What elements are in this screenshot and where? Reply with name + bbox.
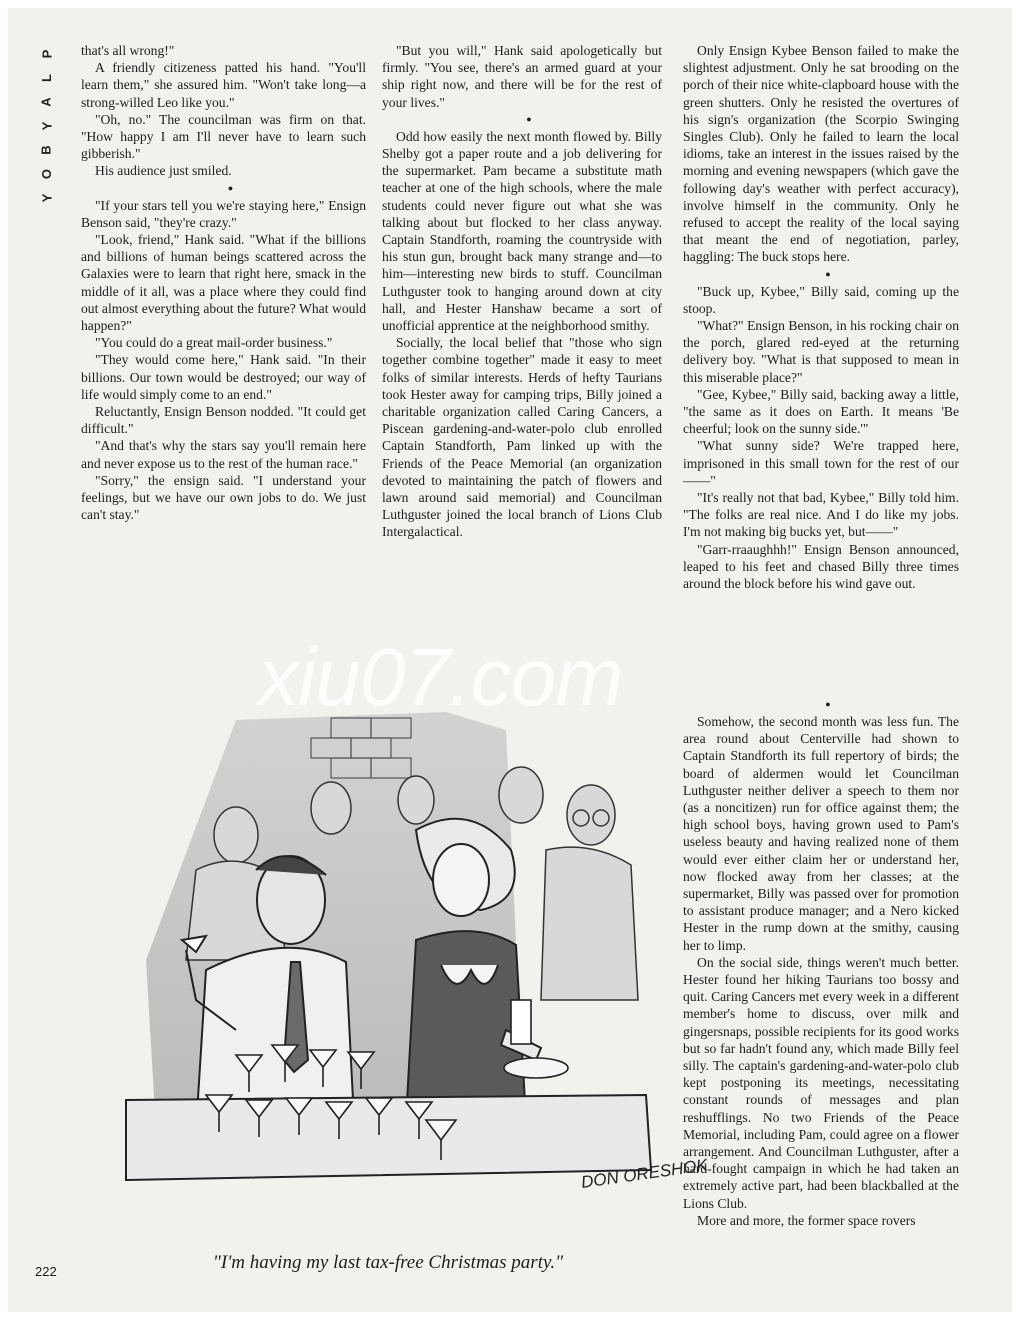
- bar-counter: [126, 1095, 651, 1180]
- paragraph: "It's really not that bad, Kybee," Billy told him. "The folks are real nice. And I do like my jobs. I'm not making big bucks yet, but——": [683, 490, 959, 540]
- paragraph: Only Ensign Kybee Benson failed to make the slightest adjustment. Only he sat brooding on the porch of their nice white-clapboard house with the green shutters. Only he resisted the overtures of his sign's organization (the Scorpio Swinging Singles Club). Only he failed to learn the local idioms, take an interest in the issues raised by the morning and evening newspapers (which gave the following day's weather with perfect accuracy), involve himself in the community. Only he refused to accept the reality of the local saying that meant the end of negotiation, parley, haggling: The buck stops here.: [683, 43, 959, 265]
- cartoon-illustration: [86, 700, 709, 1246]
- text-column-3-continued: [683, 696, 959, 1229]
- paragraph: "They would come here," Hank said. "In their billions. Our town would be destroyed; our way of life would simply come to an end.": [81, 352, 366, 402]
- masthead-letter: L: [38, 74, 54, 82]
- paragraph: "What sunny side? We're trapped here, imprisoned in this small town for the rest of our——": [683, 438, 959, 488]
- section-bullet: ●: [825, 699, 831, 709]
- paragraph: "Garr-rraaughhh!" Ensign Benson announced, leaped to his feet and chased Billy three times around the block before his wind gave out.: [683, 541, 959, 592]
- paragraph: "Look, friend," Hank said. "What if the billions and billions of human beings scattered across the Galaxies were to learn that right here, smack in the middle of it all, was a place where they could find out almost everything about the future? What would happen?": [81, 232, 366, 334]
- paragraph: His audience just smiled.: [95, 163, 232, 179]
- paragraph: A friendly citizeness patted his hand. "You'll learn them," she assured him. "Won't take long—a strong-willed Leo like you.": [81, 60, 366, 110]
- paragraph: Odd how easily the next month flowed by. Billy Shelby got a paper route and a job delivering for the supermarket. Pam became a substitute math teacher at one of the high schools, where the male students could never figure out what she was talking about but flocked to her class anyway. Captain Standforth, roaming the countryside with his stun gun, brought back many strange and—to him—interesting new birds to stuff. Councilman Luthguster took to hanging around down at city hall, and Hester Hanshaw became a sort of unofficial apprentice at the neighborhood smithy.: [382, 128, 662, 334]
- text-column-1: [81, 42, 366, 523]
- masthead-letter: B: [38, 145, 54, 155]
- paragraph: "But you will," Hank said apologetically but firmly. "You see, there's an armed guard at your ship right now, and there will be for the rest of your lives.": [382, 43, 662, 110]
- paragraph: Socially, the local belief that "those who sign together combine together" made it easy to meet folks of similar interests. Herds of hefty Taurians took Hester away for camping trips, Billy joined a charitable organization called Caring Cancers, a Piscean gardening-and-water-polo club enrolled Captain Standforth, Pam linked up with the Friends of the Peace Memorial (an organization devoted to maintaining the patch of flowers and lawn around said memorial) and Councilman Luthguster joined the local branch of Lions Club Intergalactical.: [382, 335, 662, 540]
- section-bullet: ●: [227, 182, 234, 193]
- paragraph: "Gee, Kybee," Billy said, backing away a little, "the same as it does on Earth. It means 'Be cheerful; look on the sunny side.'": [683, 386, 959, 437]
- text-column-2: [382, 42, 662, 541]
- masthead-letter: A: [38, 97, 54, 107]
- paragraph: "You could do a great mail-order business.": [95, 335, 333, 351]
- cartoon-caption: "I'm having my last tax-free Christmas party.": [212, 1252, 564, 1273]
- masthead-letter: O: [39, 168, 54, 180]
- section-bullet: ●: [526, 113, 532, 124]
- paragraph: "Buck up, Kybee," Billy said, coming up the stoop.: [683, 283, 959, 316]
- paragraph: More and more, the former space rovers: [697, 1212, 916, 1228]
- paragraph: "And that's why the stars say you'll remain here and never expose us to the rest of the human race.": [81, 438, 366, 471]
- paragraph: On the social side, things weren't much better. Hester found her hiking Taurians too bossy and quit. Caring Cancers met every week in a different member's home to discuss, over milk and gingersnaps, possible recipients for its good works but so far hadn't found any, which made Billy feel silly. The captain's gardening-and-water-polo club kept postponing its meetings, necessitating constant rounds of messages and plan reshufflings. No two Friends of the Peace Memorial, including Pam, could agree on a flower arrangement. And Councilman Luthguster, after a hard-fought campaign in which he had taken an extremely active part, had been blackballed at the Lions Club.: [683, 954, 959, 1211]
- highball-glass: [511, 1000, 531, 1044]
- magazine-page: [8, 8, 1012, 1312]
- section-bullet: ●: [825, 268, 831, 279]
- masthead: [36, 42, 58, 210]
- page-number: 222: [35, 1264, 57, 1279]
- paragraph: "If your stars tell you we're staying here," Ensign Benson said, "they're crazy.": [81, 197, 366, 230]
- paragraph: "What?" Ensign Benson, in his rocking chair on the porch, glared red-eyed at the returning delivery boy. "What is that supposed to mean in this miserable place?": [683, 318, 959, 385]
- masthead-letter: P: [38, 49, 54, 59]
- paragraph: "Sorry," the ensign said. "I understand your feelings, but we have our own jobs to do. We just can't stay.": [81, 472, 366, 523]
- text-column-3: [683, 42, 959, 592]
- paragraph: that's all wrong!": [81, 43, 175, 58]
- paragraph: Somehow, the second month was less fun. The area round about Centerville had shown to Captain Standforth its full repertory of birds; the board of aldermen would let Councilman Luthguster neither deliver a speech to them nor (as a noncitizen) run for office against them; the high school boys, having grown used to Pam's useless beauty and having realized none of them would ever either claim her or understand her, now flocked away from her classes; at the supermarket, Billy was passed over for promotion to assistant produce manager; and a Nero kicked Hester in the rump down at the smithy, causing her to limp.: [683, 714, 959, 953]
- paragraph: "Oh, no." The councilman was firm on that. "How happy I am I'll never have to learn such gibberish.": [81, 111, 366, 162]
- artist-signature: DON ORESHOK: [579, 1155, 709, 1192]
- ashtray: [504, 1058, 568, 1078]
- paragraph: Reluctantly, Ensign Benson nodded. "It could get difficult.": [81, 404, 366, 437]
- masthead-letter: Y: [38, 121, 54, 131]
- watermark-text: xiu07.com: [258, 632, 623, 723]
- masthead-letter: Y: [38, 193, 54, 203]
